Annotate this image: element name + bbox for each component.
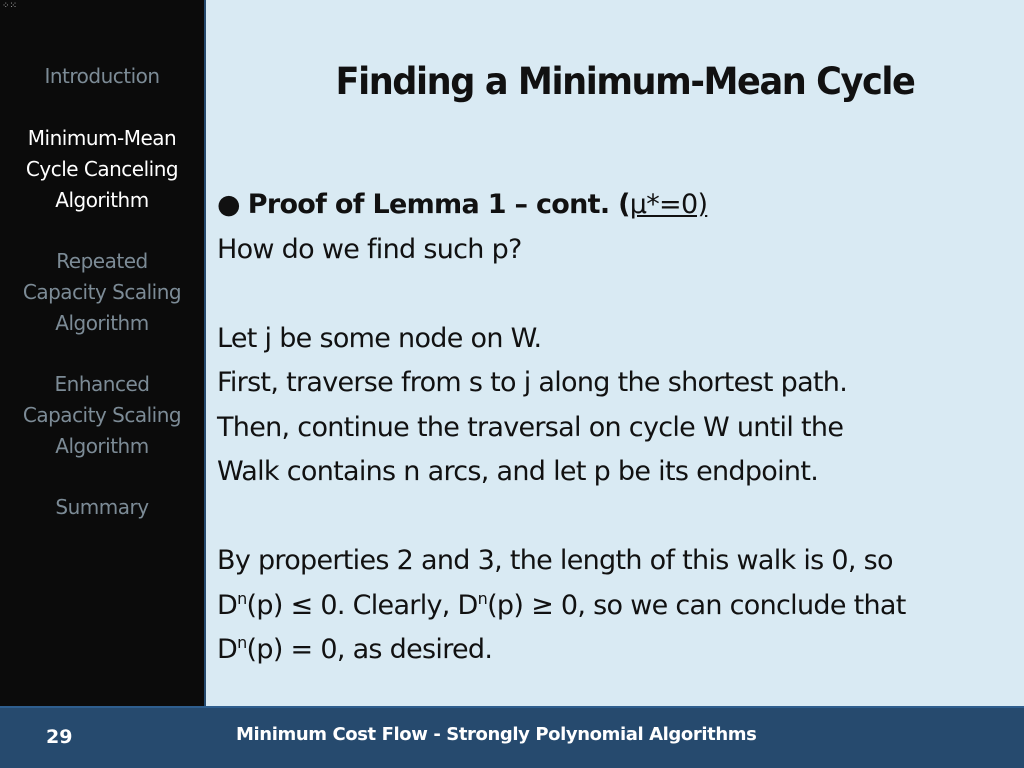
nav-item-summary[interactable] — [0, 492, 204, 523]
bullet-icon: ● — [217, 189, 240, 220]
body-line-formula — [217, 628, 1017, 673]
heading-text: Proof of Lemma 1 – cont. ( — [247, 189, 630, 220]
formula-text: (p) ≥ 0, so we can conclude that — [487, 589, 906, 621]
nav-item-repeated-capacity-scaling[interactable] — [0, 246, 204, 339]
nav-item-label: Algorithm — [55, 311, 149, 335]
body-line: Let j be some node on W. — [217, 322, 542, 354]
nav-item-label: Repeated — [56, 249, 148, 273]
nav-item-label: Summary — [55, 495, 149, 519]
slide-title: Finding a Minimum-Mean Cycle — [335, 60, 915, 103]
body-line: Walk contains n arcs, and let p be its endpoint. — [217, 456, 819, 487]
formula-text: D — [217, 634, 238, 665]
page-number: 29 — [46, 726, 73, 748]
nav-item-label: Algorithm — [55, 434, 149, 458]
spacer — [217, 495, 1017, 540]
slide-footer — [0, 706, 1024, 768]
nav-item-introduction[interactable] — [0, 61, 204, 92]
nav-item-label: Algorithm — [55, 188, 149, 212]
footer-title: Minimum Cost Flow - Strongly Polynomial Algorithms — [236, 724, 757, 745]
nav-item-label: Cycle Canceling — [25, 157, 179, 181]
formula-superscript: n — [237, 588, 247, 608]
body-line-formula — [217, 584, 1017, 629]
slide-content-area — [206, 0, 1024, 706]
formula-text: D — [217, 589, 238, 621]
nav-item-label: Capacity Scaling — [22, 280, 182, 304]
formula-superscript: n — [477, 588, 488, 608]
expand-icon[interactable]: ⁘⁙ — [2, 1, 18, 11]
nav-item-label: Minimum-Mean — [27, 126, 177, 150]
body-line: First, traverse from s to j along the shortest path. — [217, 367, 848, 398]
spacer — [217, 272, 1017, 317]
formula-text: (p) = 0, as desired. — [246, 634, 493, 665]
formula-superscript: n — [237, 633, 247, 652]
nav-item-label: Introduction — [44, 64, 160, 88]
proof-heading — [217, 183, 1017, 228]
formula-text: (p) ≤ 0. Clearly, D — [246, 589, 478, 621]
body-line: Then, continue the traversal on cycle W until the — [217, 411, 844, 443]
nav-item-enhanced-capacity-scaling[interactable] — [0, 369, 204, 462]
nav-item-minimum-mean-cycle-canceling[interactable] — [0, 123, 204, 216]
slide-body — [217, 183, 1017, 673]
heading-mu-link: µ*=0) — [629, 189, 708, 220]
nav-item-label: Capacity Scaling — [22, 403, 182, 427]
sidebar-nav — [0, 0, 206, 706]
body-line: By properties 2 and 3, the length of this walk is 0, so — [217, 545, 893, 576]
nav-item-label: Enhanced — [54, 372, 150, 396]
body-line: How do we find such p? — [217, 233, 522, 265]
